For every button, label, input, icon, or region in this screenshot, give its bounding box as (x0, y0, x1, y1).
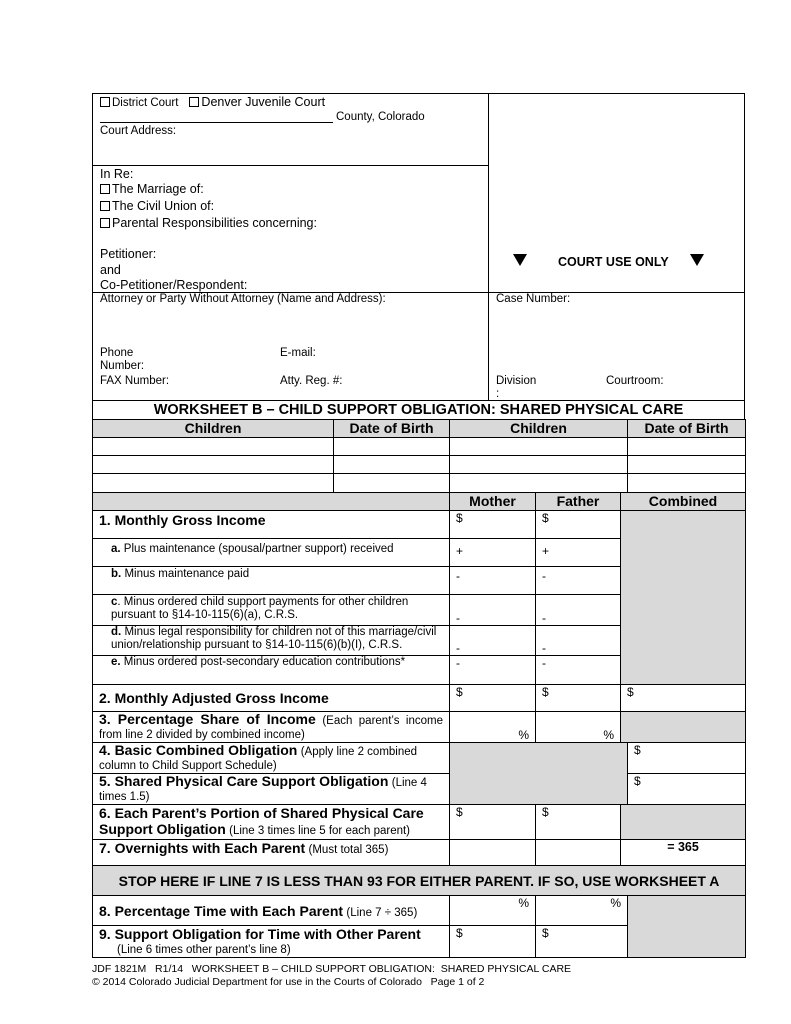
children-header-row (93, 420, 746, 438)
court-address-label: Court Address: (100, 125, 177, 137)
row1d-prefix: d. (111, 626, 122, 638)
child-row (93, 438, 746, 456)
county-line[interactable] (100, 122, 333, 123)
row1c-mother-cell[interactable] (450, 595, 536, 626)
child-row (93, 474, 746, 493)
civil-union-option (100, 199, 214, 213)
row7-mother-cell[interactable] (450, 840, 536, 866)
row3-mother-cell[interactable] (450, 712, 536, 743)
footer (92, 963, 571, 989)
dollar-sign: $ (542, 511, 549, 525)
row1e-father-cell[interactable] (536, 656, 621, 685)
child-name-cell[interactable] (450, 438, 628, 456)
child-name-cell[interactable] (450, 456, 628, 474)
fax-label: FAX Number: (100, 375, 170, 387)
minus-sign: - (456, 641, 460, 655)
row1b-prefix: b. (111, 568, 122, 580)
row6-sub: (Line 3 times line 5 for each parent) (229, 825, 411, 837)
row1e-mother-cell[interactable] (450, 656, 536, 685)
dollar-sign: $ (456, 511, 463, 525)
row8-father-cell[interactable] (536, 896, 628, 926)
plus-sign: + (542, 544, 550, 558)
row1-father-cell[interactable] (536, 511, 621, 539)
division-label: Division : (496, 375, 537, 400)
combined-header: Combined (621, 493, 746, 511)
row-7 (93, 840, 746, 866)
footer-copyright: © 2014 Colorado Judicial Department for use in the Courts of Colorado Page 1 of 2 (92, 976, 485, 988)
child-dob-cell[interactable] (334, 456, 450, 474)
row1d-mother-cell[interactable] (450, 626, 536, 656)
row8-label: 8. Percentage Time with Each Parent (99, 902, 344, 919)
dollar-sign: $ (634, 774, 641, 788)
row5-combined-cell[interactable] (628, 774, 746, 805)
percent-sign: % (603, 728, 614, 742)
row6-mother-cell[interactable] (450, 805, 536, 840)
parental-checkbox[interactable] (100, 218, 110, 228)
header-blank (93, 493, 450, 511)
row2-father-cell[interactable] (536, 685, 621, 712)
row-5 (93, 774, 746, 805)
row-6 (93, 805, 746, 840)
caption-divider (488, 93, 489, 401)
child-dob-cell[interactable] (334, 438, 450, 456)
civil-union-label: The Civil Union of: (112, 199, 215, 213)
child-dob-cell[interactable] (628, 456, 746, 474)
denver-juvenile-label: Denver Juvenile Court (201, 95, 326, 109)
row2-combined-cell[interactable] (621, 685, 746, 712)
caption-box (92, 93, 745, 401)
minus-sign: - (456, 569, 460, 583)
minus-sign: - (542, 569, 546, 583)
row1c-prefix: c (111, 596, 118, 608)
email-label: E-mail: (280, 347, 316, 359)
minus-sign: - (542, 641, 546, 655)
child-dob-cell[interactable] (628, 438, 746, 456)
dob-header-1: Date of Birth (334, 420, 450, 438)
row4-combined-cell[interactable] (628, 743, 746, 774)
child-dob-cell[interactable] (334, 474, 450, 493)
row5-label: 5. Shared Physical Care Support Obligation (99, 773, 389, 789)
row1a-label: Plus maintenance (spousal/partner support) received (123, 543, 394, 555)
children-table (92, 419, 746, 493)
dollar-sign: $ (634, 743, 641, 757)
row4-sub: (Apply line 2 combined column to Child Support Schedule) (99, 746, 418, 772)
court-use-arrow-right-icon (690, 253, 704, 271)
dollar-sign: $ (542, 685, 549, 699)
footer-form-id: JDF 1821M R1/14 WORKSHEET B – CHILD SUPPORT OBLIGATION: SHARED PHYSICAL CARE (92, 963, 572, 975)
row9-sub: (Line 6 times other parent’s line 8) (117, 944, 291, 956)
children-header-2: Children (450, 420, 628, 438)
row3-label: 3. Percentage Share of Income (99, 711, 316, 727)
dollar-sign: $ (456, 926, 463, 940)
plus-sign: + (456, 544, 464, 558)
row8-9-combined-shaded (628, 896, 746, 958)
stop-banner-row (93, 866, 746, 896)
row1b-label: Minus maintenance paid (124, 568, 250, 580)
parental-label: Parental Responsibilities concerning: (112, 216, 317, 230)
row6-label: 6. Each Parent’s Portion of Shared Physical Care Support Obligation (99, 805, 424, 837)
row7-label: 7. Overnights with Each Parent (99, 840, 306, 856)
dollar-sign: $ (456, 685, 463, 699)
row7-father-cell[interactable] (536, 840, 621, 866)
denver-juvenile-checkbox[interactable] (189, 97, 199, 107)
child-name-cell[interactable] (93, 474, 334, 493)
stop-banner: STOP HERE IF LINE 7 IS LESS THAN 93 FOR EITHER PARENT. IF SO, USE WORKSHEET A (93, 866, 746, 896)
attorney-label: Attorney or Party Without Attorney (Name and Address): (100, 293, 386, 305)
caption-hline-1 (92, 165, 489, 166)
row9-mother-cell[interactable] (450, 926, 536, 958)
atty-reg-label: Atty. Reg. #: (280, 375, 343, 387)
minus-sign: - (542, 611, 546, 625)
child-row (93, 456, 746, 474)
child-name-cell[interactable] (93, 438, 334, 456)
row1b-mother-cell[interactable] (450, 567, 536, 595)
row1a-father-cell[interactable] (536, 539, 621, 567)
row2-mother-cell[interactable] (450, 685, 536, 712)
mother-header: Mother (450, 493, 536, 511)
row1d-label: Minus legal responsibility for children not of this marriage/civil union/relationship pursuant to §14-10-115(6)(b)(I), C.R.S. (111, 626, 437, 651)
row1a-mother-cell[interactable] (450, 539, 536, 567)
row6-combined-shaded (621, 805, 746, 840)
row4-5-parents-shaded (450, 743, 628, 805)
minus-sign: - (456, 611, 460, 625)
in-re-label: In Re: (100, 167, 134, 181)
row1-combined-shaded (621, 511, 746, 685)
row7-total: = 365 (621, 840, 746, 866)
dollar-sign: $ (542, 926, 549, 940)
percent-sign: % (518, 728, 529, 742)
county-label: County, Colorado (336, 111, 425, 123)
column-header-row (93, 493, 746, 511)
row-1 (93, 511, 746, 539)
district-court-checkbox[interactable] (100, 97, 110, 107)
co-petitioner-label: Co-Petitioner/Respondent: (100, 278, 248, 292)
court-use-only-label: COURT USE ONLY (558, 255, 669, 269)
row-8 (93, 896, 746, 926)
district-court-label: District Court (112, 97, 179, 109)
row4-label: 4. Basic Combined Obligation (99, 742, 298, 758)
row-4 (93, 743, 746, 774)
marriage-option (100, 182, 204, 196)
row3-father-cell[interactable] (536, 712, 621, 743)
row1-mother-cell[interactable] (450, 511, 536, 539)
phone-label: Phone Number: (100, 347, 145, 372)
row7-sub: (Must total 365) (308, 844, 389, 856)
marriage-label: The Marriage of: (112, 182, 204, 196)
row1a-prefix: a. (111, 543, 121, 555)
row3-sub: (Each parent’s income from line 2 divided by combined income) (99, 715, 443, 741)
row8-sub: (Line 7 ÷ 365) (346, 906, 418, 919)
row-2 (93, 685, 746, 712)
row9-father-cell[interactable] (536, 926, 628, 958)
dollar-sign: $ (627, 685, 634, 699)
row1d-father-cell[interactable] (536, 626, 621, 656)
court-type-row (100, 95, 325, 109)
row1c-label: . Minus ordered child support payments for other children pursuant to §14-10-115(6)(a), C.R.S. (111, 596, 409, 621)
row1c-father-cell[interactable] (536, 595, 621, 626)
case-number-label: Case Number: (496, 293, 571, 305)
minus-sign: - (542, 656, 546, 670)
petitioner-label: Petitioner: (100, 247, 157, 261)
row1e-label: Minus ordered post-secondary education contributions* (123, 656, 406, 668)
courtroom-label: Courtroom: (606, 375, 664, 387)
row3-combined-shaded (621, 712, 746, 743)
row1b-father-cell[interactable] (536, 567, 621, 595)
and-label: and (100, 263, 121, 277)
parental-option (100, 216, 317, 230)
worksheet-title: WORKSHEET B – CHILD SUPPORT OBLIGATION: SHARED PHYSICAL CARE (92, 401, 745, 420)
civil-union-checkbox[interactable] (100, 201, 110, 211)
dob-header-2: Date of Birth (628, 420, 746, 438)
children-header-1: Children (93, 420, 334, 438)
calculation-table (92, 492, 746, 958)
minus-sign: - (456, 656, 460, 670)
row5-sub: (Line 4 times 1.5) (99, 777, 427, 803)
court-use-arrow-left-icon (513, 253, 527, 271)
dollar-sign: $ (542, 805, 549, 819)
row2-label: 2. Monthly Adjusted Gross Income (99, 690, 329, 706)
percent-sign: % (610, 896, 621, 910)
father-header: Father (536, 493, 621, 511)
child-name-cell[interactable] (450, 474, 628, 493)
row-3 (93, 712, 746, 743)
dollar-sign: $ (456, 805, 463, 819)
marriage-checkbox[interactable] (100, 184, 110, 194)
percent-sign: % (518, 896, 529, 910)
child-name-cell[interactable] (93, 456, 334, 474)
row6-father-cell[interactable] (536, 805, 621, 840)
row8-mother-cell[interactable] (450, 896, 536, 926)
child-dob-cell[interactable] (628, 474, 746, 493)
row9-label: 9. Support Obligation for Time with Other Parent (99, 926, 421, 942)
row1e-prefix: e. (111, 656, 121, 668)
row1-label: 1. Monthly Gross Income (99, 512, 266, 528)
